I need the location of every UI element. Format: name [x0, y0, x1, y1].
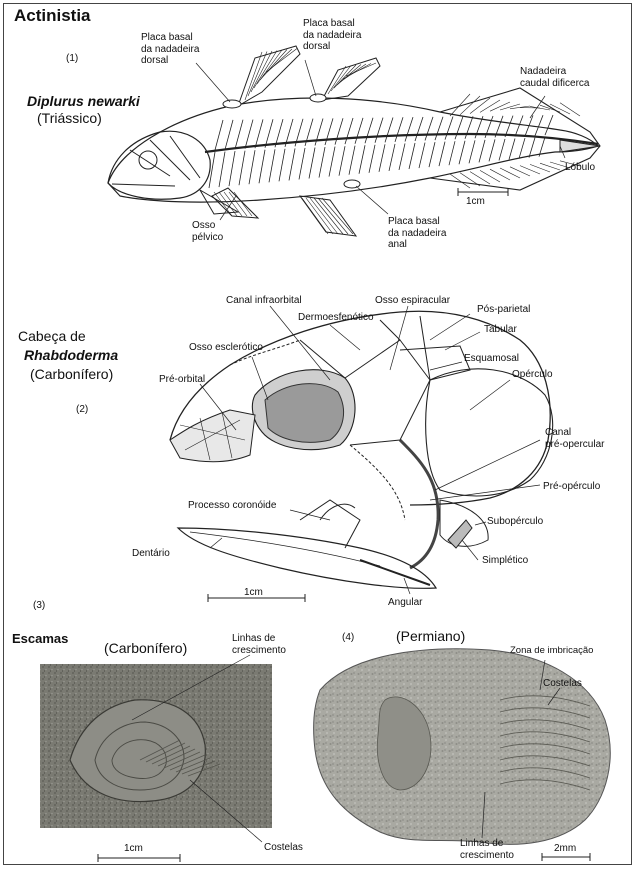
panel3-number: (3) [33, 600, 46, 611]
panel1-number: (1) [66, 53, 79, 64]
label-costae-3: Costelas [264, 842, 303, 853]
label-preopercle: Pré-opérculo [543, 481, 601, 492]
panel3-period: (Carbonífero) [104, 640, 188, 656]
carboniferous-scale-photo [40, 664, 272, 828]
label-growth-lines-4: Linhas de crescimento [460, 838, 514, 861]
label-dentary: Dentário [132, 548, 170, 559]
label-postparietal: Pós-parietal [477, 304, 531, 315]
label-imbrication-zone: Zona de imbricação [510, 645, 594, 656]
panel2-scale-label: 1cm [244, 587, 263, 598]
panel1-species: Diplurus newarki [27, 93, 140, 109]
label-angular: Angular [388, 597, 423, 608]
label-preopercular-canal: Canal pré-opercular [545, 427, 605, 450]
label-growth-lines-3: Linhas de crescimento [232, 633, 286, 656]
panel2-period: (Carbonífero) [30, 366, 114, 382]
label-pelvic-bone: Osso pélvico [192, 220, 224, 243]
label-squamosal: Esquamosal [464, 353, 520, 364]
panel3-heading: Escamas [12, 631, 69, 646]
label-basal-dorsal-2: Placa basal da nadadeira dorsal [303, 18, 362, 52]
panel2-heading-line1: Cabeça de [18, 328, 86, 344]
label-symplectic: Simplético [482, 555, 529, 566]
panel3-scale-label: 1cm [124, 843, 143, 854]
panel2-species: Rhabdoderma [24, 347, 119, 363]
label-basal-dorsal-1: Placa basal da nadadeira dorsal [141, 32, 200, 66]
panel4-number: (4) [342, 632, 355, 643]
panel1-period: (Triássico) [37, 110, 102, 126]
label-costae-4: Costelas [543, 678, 582, 689]
figure-title: Actinistia [14, 6, 91, 25]
panel4-period: (Permiano) [396, 628, 466, 644]
label-basal-anal: Placa basal da nadadeira anal [388, 216, 447, 250]
label-tabular: Tabular [484, 324, 517, 335]
label-dermosphenotic: Dermoesfenótico [298, 312, 374, 323]
label-spiracular-bone: Osso espiracular [375, 295, 451, 306]
label-opercle: Opérculo [512, 369, 553, 380]
label-infraorbital-canal: Canal infraorbital [226, 295, 302, 306]
panel1-leader-lines [196, 60, 565, 220]
label-lobe: Lóbulo [565, 162, 596, 173]
label-subopercle: Subopérculo [487, 516, 544, 527]
label-coronoid-process: Processo coronóide [188, 500, 277, 511]
panel2-number: (2) [76, 404, 89, 415]
panel4-scale-label: 2mm [554, 843, 577, 854]
label-preorbital: Pré-orbital [159, 374, 206, 385]
label-caudal-fin: Nadadeira caudal dificerca [520, 66, 590, 89]
panel3-scale-bar [98, 854, 180, 862]
panel1-scale-bar [458, 188, 508, 196]
panel1-scale-label: 1cm [466, 196, 485, 207]
label-sclerotic-bone: Osso esclerótico [189, 342, 263, 353]
